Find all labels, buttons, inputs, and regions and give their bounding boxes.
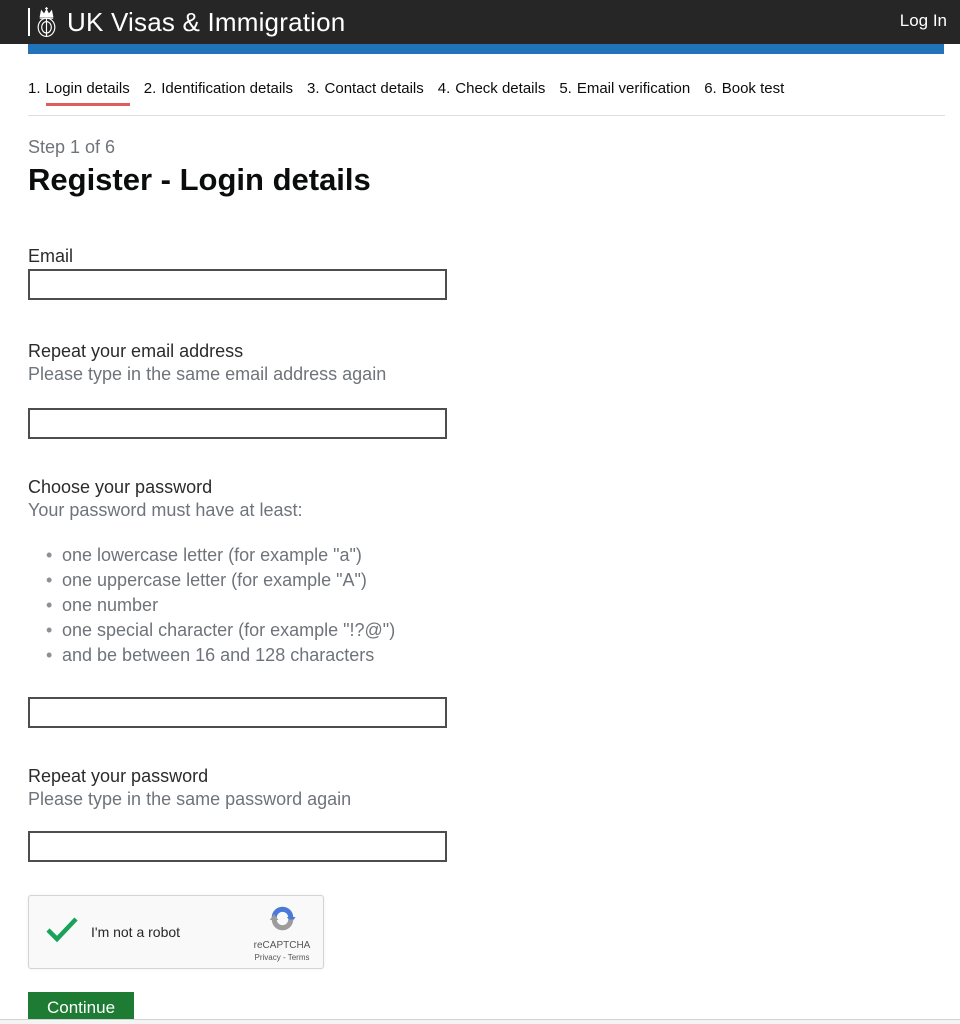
recaptcha-privacy-link[interactable]: Privacy [254,952,281,962]
page-bottom-strip [0,1019,960,1024]
header-divider [28,8,30,36]
page-title: Register - Login details [28,162,371,197]
recaptcha-arrows-icon [267,921,298,938]
app-header [0,0,960,44]
header-accent-bar [28,44,944,54]
repeat-password-hint: Please type in the same password again [28,789,352,809]
repeat-email-hint: Please type in the same email address again [28,364,387,384]
step-nav-email-verification[interactable]: 5. Email verification [559,80,691,97]
password-requirement: • one uppercase letter (for example "A") [28,568,960,593]
main-content [0,137,960,1024]
repeat-password-field-group [28,766,960,862]
password-label: Choose your password [28,477,213,497]
royal-crest-icon [35,6,58,43]
step-indicator: Step 1 of 6 [28,137,116,157]
password-requirement: • and be between 16 and 128 characters [28,643,960,668]
email-field-group [28,246,960,300]
section-divider [28,115,945,116]
repeat-password-label: Repeat your password [28,766,209,786]
repeat-email-label: Repeat your email address [28,341,244,361]
recaptcha-links [251,954,313,962]
password-field-group [28,477,960,728]
email-label: Email [28,246,74,266]
email-field[interactable] [28,269,447,300]
step-nav-identification-details[interactable]: 2. Identification details [143,80,294,97]
continue-button[interactable]: Continue [28,992,134,1024]
password-requirement: • one lowercase letter (for example "a") [28,543,960,568]
step-nav-login-details[interactable]: 1. Login details [28,80,130,106]
recaptcha-links-separator: - [282,952,286,962]
password-requirements-list [28,543,960,668]
step-nav-check-details[interactable]: 4. Check details [437,80,546,97]
recaptcha-branding [251,903,313,962]
password-requirement: • one special character (for example "!?@") [28,618,960,643]
password-field[interactable] [28,697,447,728]
step-navigation [28,80,960,106]
recaptcha-checkbox-label: I'm not a robot [91,924,181,940]
green-checkmark-icon[interactable] [45,916,79,948]
step-nav-contact-details[interactable]: 3. Contact details [307,80,424,97]
password-requirement: • one number [28,593,960,618]
repeat-password-field[interactable] [28,831,447,862]
header-title: UK Visas & Immigration [67,7,346,37]
step-nav-book-test[interactable]: 6. Book test [704,80,785,97]
recaptcha-widget [28,895,324,969]
repeat-email-field-group [28,341,960,439]
login-link[interactable]: Log In [899,11,947,30]
repeat-email-field[interactable] [28,408,447,439]
recaptcha-terms-link[interactable]: Terms [287,952,310,962]
recaptcha-brand-text: reCAPTCHA [253,939,311,951]
password-hint: Your password must have at least: [28,500,303,520]
